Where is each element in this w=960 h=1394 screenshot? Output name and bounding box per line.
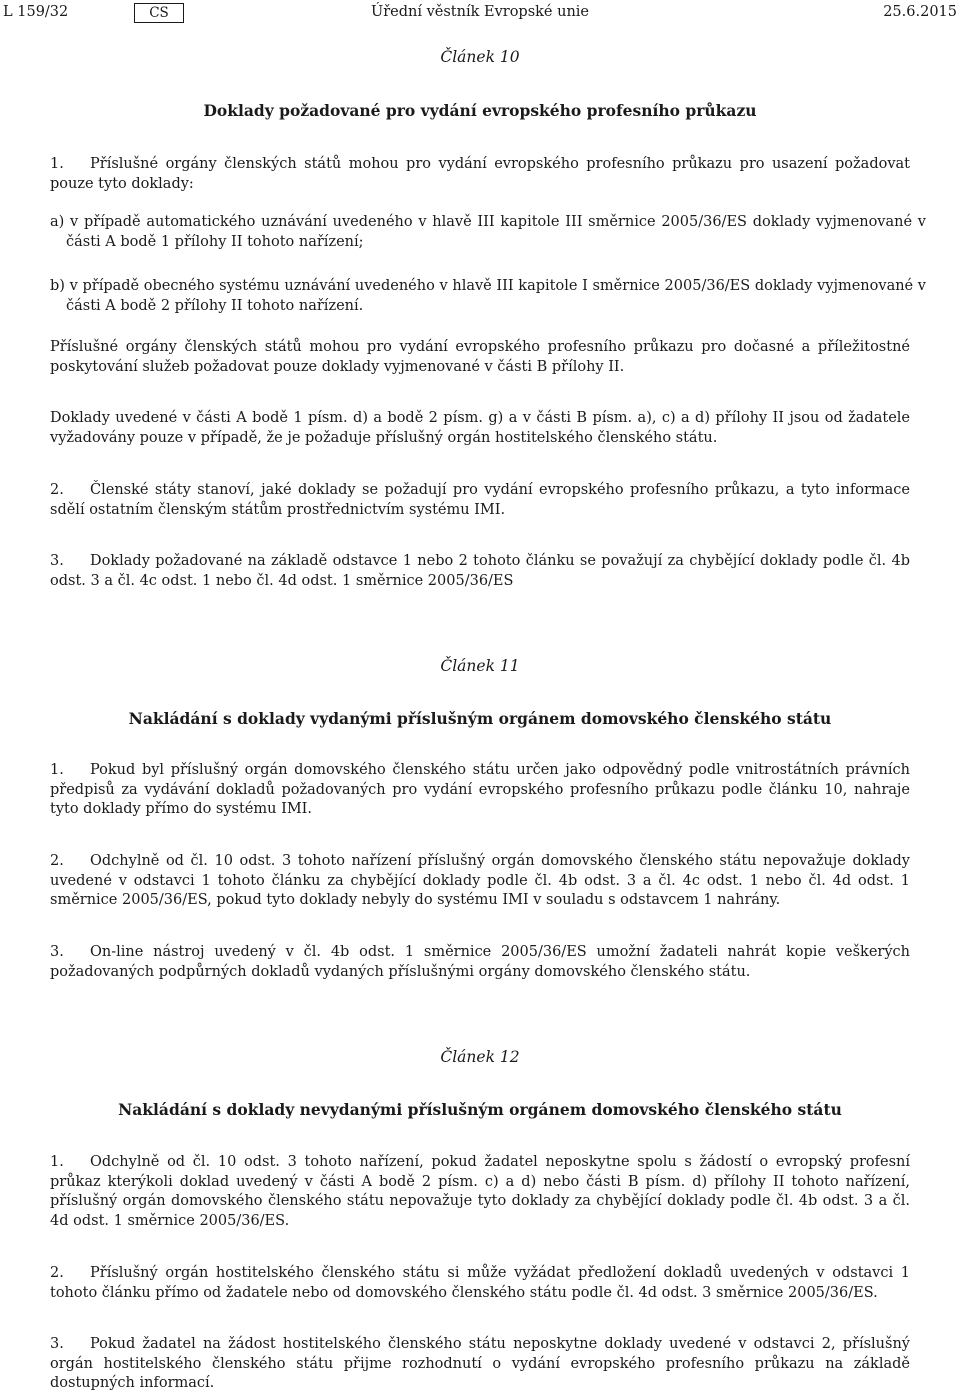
article-10-point-b: b) v případě obecného systému uznávání uvedeného v hlavě III kapitole I směrnice 2005/36/ES doklady vyjmenované v části A bodě 2 přílohy II tohoto nařízení. [50, 278, 926, 314]
paragraph-number: 2. [50, 853, 64, 869]
paragraph-number: 3. [50, 553, 64, 569]
paragraph-text: Členské státy stanoví, jaké doklady se požadují pro vydání evropského profesního průkazu, a tyto informace sdělí ostatním členským státům prostřednictvím systému IMI. [50, 482, 910, 518]
paragraph-text: Odchylně od čl. 10 odst. 3 tohoto nařízení příslušný orgán domovského členského státu nepovažuje doklady uvedené v odstavci 1 tohoto článku za chybějící doklady podle čl. 4b odst. 3 a čl. 4c odst. 1 nebo čl. 4d odst. 1 směrnice 2005/36/ES, pokud tyto doklady nebyly do systému IMI v souladu s odstavcem 1 nahrány. [50, 853, 910, 908]
paragraph-number: 2. [50, 482, 64, 498]
article-12-title: Nakládání s doklady nevydanými příslušným orgánem domovského členského státu [118, 1100, 842, 1119]
paragraph-text: Příslušný orgán hostitelského členského státu si může vyžádat předložení dokladů uvedených v odstavci 1 tohoto článku přímo od žadatele nebo od domovského členského státu podle čl. 4d odst. 3 směrnice 2005/36/ES. [50, 1265, 910, 1301]
article-11-paragraph-3 [50, 943, 910, 982]
journal-title: Úřední věstník Evropské unie [370, 4, 590, 20]
journal-header [0, 0, 960, 26]
article-10-paragraph-1 [50, 155, 910, 194]
language-badge: CS [134, 3, 184, 23]
article-12-paragraph-1 [50, 1153, 910, 1231]
paragraph-text: Příslušné orgány členských států mohou pro vydání evropského profesního průkazu pro usazení požadovat pouze tyto doklady: [50, 156, 910, 192]
paragraph-text: Pokud byl příslušný orgán domovského členského státu určen jako odpovědný podle vnitrostátních právních předpisů za vydávání dokladů požadovaných pro vydání evropského profesního průkazu podle článku 10, nahraje tyto doklady přímo do systému IMI. [50, 762, 910, 817]
paragraph-text: Doklady požadované na základě odstavce 1 nebo 2 tohoto článku se považují za chybějící doklady podle čl. 4b odst. 3 a čl. 4c odst. 1 nebo čl. 4d odst. 1 směrnice 2005/36/ES [50, 553, 910, 589]
paragraph-text: Pokud žadatel na žádost hostitelského členského státu neposkytne doklady uvedené v odstavci 2, příslušný orgán hostitelského členského státu přijme rozhodnutí o vydání evropského profesního průkazu na základě dostupných informací. [50, 1336, 910, 1391]
article-11-paragraph-2 [50, 852, 910, 911]
paragraph-number: 2. [50, 1265, 64, 1281]
paragraph-text: On-line nástroj uvedený v čl. 4b odst. 1 směrnice 2005/36/ES umožní žadateli nahrát kopie veškerých požadovaných podpůrných dokladů vydaných příslušnými orgány domovského členského státu. [50, 944, 910, 980]
article-10-number: Článek 10 [440, 48, 520, 66]
paragraph-number: 3. [50, 1336, 64, 1352]
publication-date: 25.6.2015 [883, 4, 957, 20]
article-10-paragraph-2 [50, 481, 910, 520]
article-12-paragraph-3 [50, 1335, 910, 1394]
article-11-number: Článek 11 [440, 657, 520, 675]
article-11-paragraph-1 [50, 761, 910, 820]
article-12-number: Článek 12 [440, 1048, 520, 1066]
article-12-paragraph-2 [50, 1264, 910, 1303]
paragraph-number: 1. [50, 1154, 64, 1170]
paragraph-number: 1. [50, 156, 64, 172]
paragraph-number: 1. [50, 762, 64, 778]
article-10-point-a: a) v případě automatického uznávání uvedeného v hlavě III kapitole III směrnice 2005/36/ES doklady vyjmenované v části A bodě 1 přílohy II tohoto nařízení; [50, 214, 926, 250]
paragraph-text: Odchylně od čl. 10 odst. 3 tohoto nařízení, pokud žadatel neposkytne spolu s žádostí o evropský profesní průkaz kterýkoli doklad uvedený v části A bodě 2 písm. c) a d) nebo části B písm. d) přílohy II tohoto nařízení, příslušný orgán domovského členského státu nepovažuje tyto doklady za chybějící doklady podle čl. 4b odst. 3 a čl. 4d odst. 1 směrnice 2005/36/ES. [50, 1154, 910, 1229]
article-10-subparagraph-services: Příslušné orgány členských států mohou pro vydání evropského profesního průkazu pro dočasné a příležitostné poskytování služeb požadovat pouze doklady vyjmenované v části B přílohy II. [50, 339, 910, 375]
paragraph-number: 3. [50, 944, 64, 960]
article-10-subparagraph-documents: Doklady uvedené v části A bodě 1 písm. d) a bodě 2 písm. g) a v části B písm. a), c) a d) přílohy II jsou od žadatele vyžadovány pouze v případě, že je požaduje příslušný orgán hostitelského členského státu. [50, 410, 910, 446]
article-10-paragraph-3 [50, 552, 910, 591]
article-10-title: Doklady požadované pro vydání evropského profesního průkazu [203, 101, 757, 120]
journal-reference: L 159/32 [3, 4, 69, 20]
article-11-title: Nakládání s doklady vydanými příslušným orgánem domovského členského státu [128, 709, 832, 728]
